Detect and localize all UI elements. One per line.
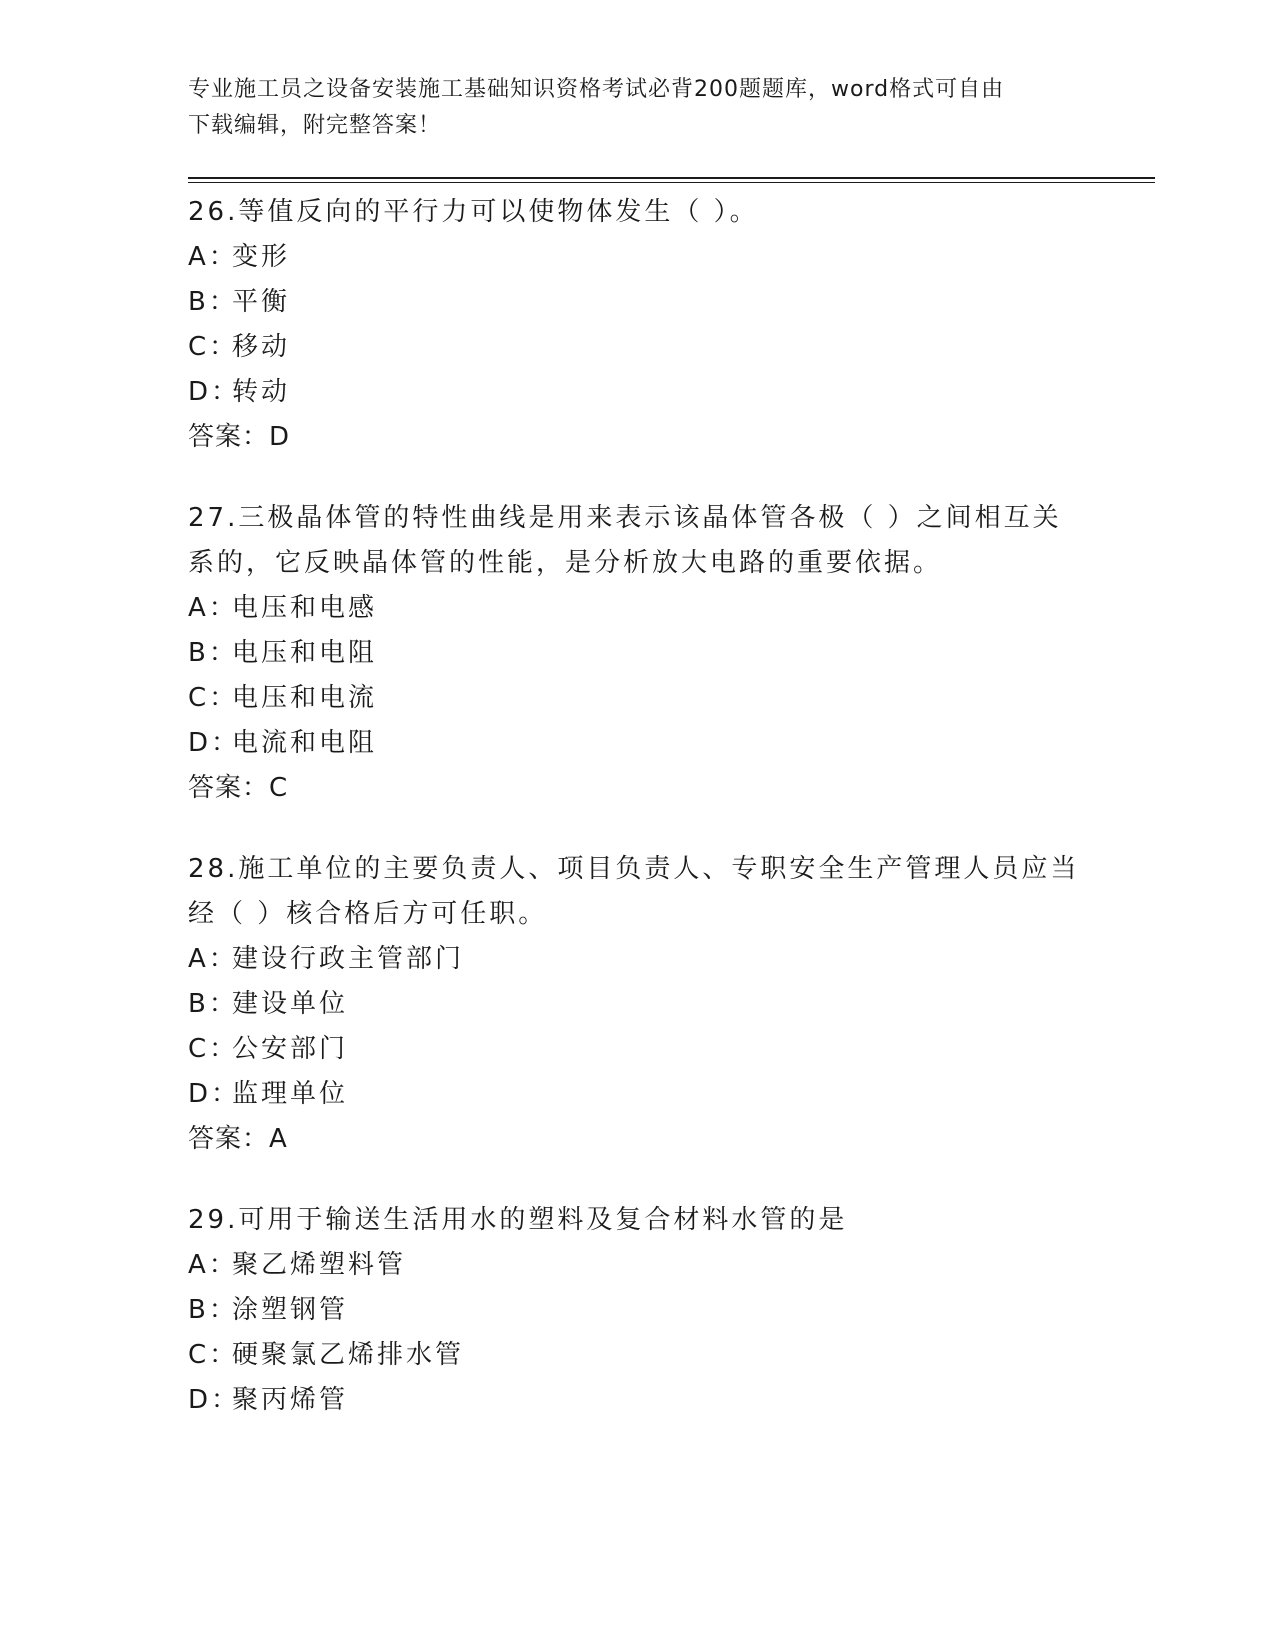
document-header — [188, 72, 1088, 144]
option-key: A： — [188, 242, 238, 272]
question-28 — [188, 847, 1088, 1162]
answer-line: 答案：D — [188, 422, 291, 452]
option-key: A： — [188, 944, 238, 974]
option-c — [188, 676, 1088, 721]
option-a — [188, 1243, 1088, 1288]
option-a — [188, 937, 1088, 982]
question-text: 27.三极晶体管的特性曲线是用来表示该晶体管各极（ ）之间相互关系的，它反映晶体管的性能，是分析放大电路的重要依据。 — [188, 503, 1062, 578]
option-text: 变形 — [232, 242, 291, 272]
header-line-2: 下载编辑，附完整答案！ — [188, 113, 442, 138]
option-key: D： — [188, 1079, 241, 1109]
option-key: B： — [188, 989, 238, 1019]
header-line-1: 专业施工员之设备安装施工基础知识资格考试必背200题题库，word格式可自由 — [188, 77, 1005, 102]
option-d — [188, 1072, 1088, 1117]
question-text: 29.可用于输送生活用水的塑料及复合材料水管的是 — [188, 1205, 848, 1235]
option-a — [188, 235, 1088, 280]
question-26 — [188, 190, 1088, 460]
option-key: C： — [188, 1340, 239, 1370]
option-c — [188, 325, 1088, 370]
option-b — [188, 280, 1088, 325]
header-divider-thin — [188, 182, 1155, 183]
question-text: 26.等值反向的平行力可以使物体发生（ ）。 — [188, 197, 759, 227]
option-text: 移动 — [232, 332, 291, 362]
question-text: 28.施工单位的主要负责人、项目负责人、专职安全生产管理人员应当经（ ）核合格后方可任职。 — [188, 854, 1080, 929]
header-divider-thick — [188, 177, 1155, 179]
option-text: 公安部门 — [232, 1034, 349, 1064]
option-c — [188, 1333, 1088, 1378]
option-text: 聚丙烯管 — [232, 1385, 349, 1415]
question-29 — [188, 1198, 1088, 1423]
option-a — [188, 586, 1088, 631]
option-text: 硬聚氯乙烯排水管 — [232, 1340, 465, 1370]
option-text: 电压和电感 — [232, 593, 378, 623]
option-key: D： — [188, 377, 241, 407]
option-text: 建设行政主管部门 — [232, 944, 465, 974]
option-text: 平衡 — [232, 287, 291, 317]
option-key: A： — [188, 593, 238, 623]
option-key: D： — [188, 728, 241, 758]
answer-line: 答案：A — [188, 1124, 288, 1154]
option-text: 建设单位 — [232, 989, 349, 1019]
option-text: 电压和电阻 — [232, 638, 378, 668]
option-d — [188, 1378, 1088, 1423]
option-key: B： — [188, 287, 238, 317]
question-list — [188, 190, 1088, 1459]
option-key: C： — [188, 332, 239, 362]
option-key: B： — [188, 638, 238, 668]
option-d — [188, 370, 1088, 415]
option-text: 监理单位 — [232, 1079, 349, 1109]
option-b — [188, 982, 1088, 1027]
answer-line: 答案：C — [188, 773, 289, 803]
question-27 — [188, 496, 1088, 811]
option-text: 转动 — [232, 377, 291, 407]
option-d — [188, 721, 1088, 766]
option-key: A： — [188, 1250, 238, 1280]
option-c — [188, 1027, 1088, 1072]
option-key: C： — [188, 683, 239, 713]
option-b — [188, 631, 1088, 676]
option-key: C： — [188, 1034, 239, 1064]
option-key: B： — [188, 1295, 238, 1325]
option-key: D： — [188, 1385, 241, 1415]
option-text: 聚乙烯塑料管 — [232, 1250, 407, 1280]
option-text: 电压和电流 — [232, 683, 378, 713]
option-text: 涂塑钢管 — [232, 1295, 349, 1325]
option-text: 电流和电阻 — [232, 728, 378, 758]
option-b — [188, 1288, 1088, 1333]
